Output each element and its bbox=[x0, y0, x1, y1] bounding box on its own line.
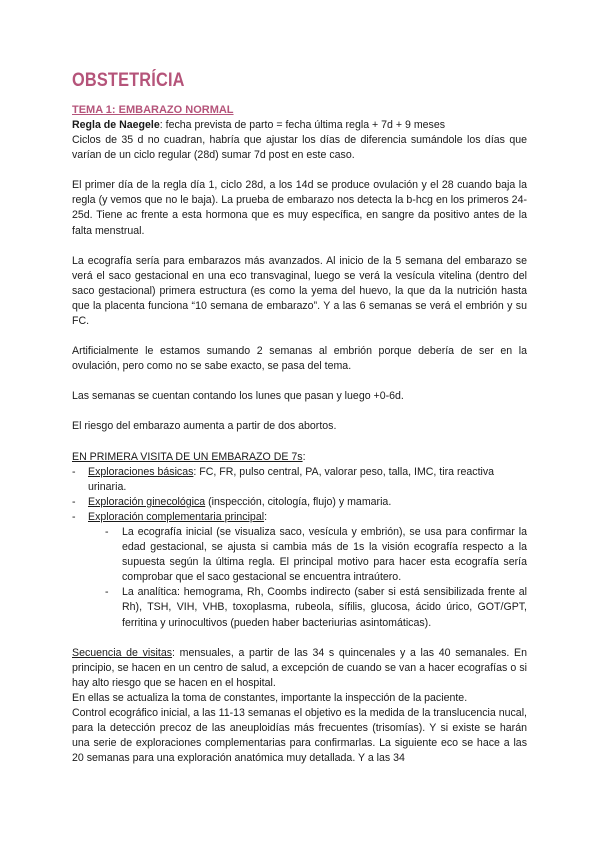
secuencia-label: Secuencia de visitas bbox=[72, 646, 173, 659]
secuencia-text: : mensuales, a partir de las 34 s quincenales y a las 40 semanales. En principio, se hacen en un centro de salud, a excepción de cuando se van a hacer ecografías o si hay alto riesgo que se hacen en el hospital. bbox=[72, 646, 527, 689]
section-heading: TEMA 1: EMBARAZO NORMAL bbox=[72, 104, 234, 116]
paragraph-constantes: En ellas se actualiza la toma de constantes, importante la inspección de la paciente. bbox=[72, 691, 468, 704]
list-item-text: (inspección, citología, flujo) y mamaria. bbox=[205, 495, 392, 508]
primera-visita-heading-colon: : bbox=[302, 450, 306, 463]
paragraph-primer-dia: El primer día de la regla día 1, ciclo 28d, a los 14d se produce ovulación y el 28 cuando baja la regla (y vemos que no le baja). La prueba de embarazo nos detecta la b-hcg en los primeros 24-25d. Tiene ac frente a esta hormona que es muy específica, en sangre da positivo antes de la falta menstrual. bbox=[72, 179, 527, 237]
list-item-text: : FC, FR, pulso central, PA, valorar peso, talla, IMC, tira reactiva urinaria. bbox=[88, 465, 495, 493]
list-item-label: Exploración complementaria principal bbox=[88, 510, 265, 523]
paragraph-ciclos: Ciclos de 35 d no cuadran, habría que ajustar los días de diferencia sumándole los días que varían de un ciclo regular (28d) sumar 7d post en este caso. bbox=[72, 134, 527, 162]
list-item bbox=[72, 465, 527, 495]
sub-list bbox=[88, 525, 527, 631]
paragraph-secuencia bbox=[72, 646, 527, 691]
primera-visita-heading-text: EN PRIMERA VISITA DE UN EMBARAZO DE 7s bbox=[72, 450, 303, 463]
paragraph-ecografia: La ecografía sería para embarazos más avanzados. Al inicio de la 5 semana del embarazo se verá el saco gestacional en una eco transvaginal, luego se verá la vesícula vitelina (dentro del saco gestacional) primera estructura (es como la yema del huevo, la que da la nutrición hasta que la placenta funciona “10 semana de embarazo”. Y a las 6 semanas se verá el embrión y su FC. bbox=[72, 254, 527, 328]
sub-list-item: - La analítica: hemograma, Rh, Coombs indirecto (saber si está sensibilizada frente al Rh), TSH, VIH, VHB, toxoplasma, rubeola, sífilis, glucosa, ácido úrico, GOT/GPT, ferritina y urinocultivos (pueden haber bacteriurias asintomáticas). bbox=[105, 585, 527, 630]
list-item-label: Exploraciones básicas bbox=[88, 465, 194, 478]
primera-visita-list bbox=[72, 465, 527, 631]
list-item bbox=[72, 510, 527, 631]
page-title: OBSTETRÍCIA bbox=[72, 70, 185, 91]
paragraph-semanas: Las semanas se cuentan contando los lunes que pasan y luego +0-6d. bbox=[72, 390, 404, 403]
paragraph-artificial: Artificialmente le estamos sumando 2 semanas al embrión porque debería de ser en la ovulación, pero como no se sabe exacto, se pasa del tema. bbox=[72, 345, 527, 373]
naegele-label: Regla de Naegele bbox=[72, 119, 160, 131]
naegele-text: : fecha prevista de parto = fecha última regla + 7d + 9 meses bbox=[159, 119, 446, 131]
paragraph-riesgo: El riesgo del embarazo aumenta a partir de dos abortos. bbox=[72, 420, 337, 433]
primera-visita-heading bbox=[72, 450, 527, 465]
sub-list-item: - La ecografía inicial (se visualiza saco, vesícula y embrión), se usa para confirmar la edad gestacional, se ajusta si cambia más de 1s la visión ecografía respecto a la supuesta según la última regla. El principal motivo para hacer esta ecografía sería comprobar que el saco gestacional se encuentra intraútero. bbox=[105, 525, 527, 585]
paragraph-control: Control ecográfico inicial, a las 11-13 semanas el objetivo es la medida de la translucencia nucal, para la detección precoz de las aneuploidías más frecuentes (trisomías). Y si existe se harán una serie de exploraciones complementarias para confirmarlas. La siguiente eco se hace a las 20 semanas para una exploración anatómica muy detallada. Y a las 34 bbox=[72, 707, 527, 765]
document-page bbox=[72, 70, 527, 766]
list-item-text: : bbox=[264, 510, 268, 523]
list-item bbox=[72, 495, 527, 510]
naegele-rule bbox=[72, 118, 527, 133]
list-item-label: Exploración ginecológica bbox=[88, 495, 206, 508]
